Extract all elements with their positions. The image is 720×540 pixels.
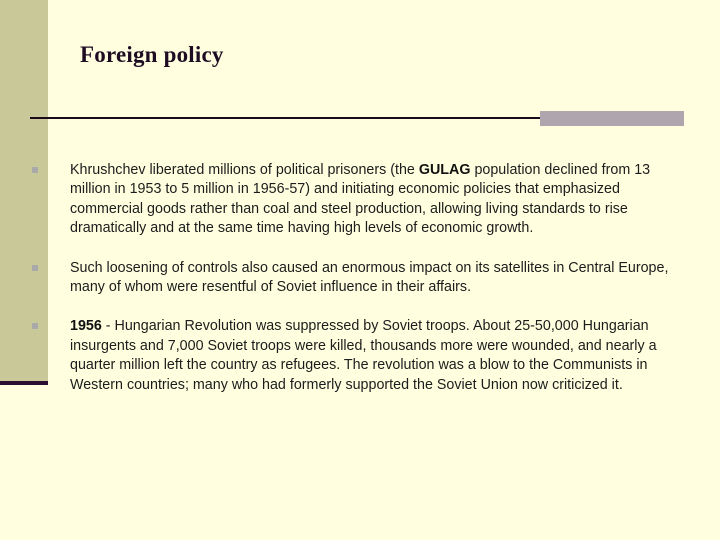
bullet-list — [30, 161, 690, 395]
slide-title: Foreign policy — [80, 42, 224, 67]
bullet-text-pre: Khrushchev liberated millions of political prisoners (the — [70, 162, 419, 178]
bullet-text-bold: GULAG — [418, 162, 471, 178]
bullet-text-post: population declined from 13 million in 1953 to 5 million in 1956-57) and initiating economic policies that emphasized commercial goods rather than coal and steel production, allowing living standards to rise dramatically and at the same time having high levels of economic growth. — [70, 162, 651, 237]
bullet-text-post: - Hungarian Revolution was suppressed by Soviet troops. About 25-50,000 Hungarian insurgents and 7,000 Soviet troops were killed, thousands more were wounded, and nearly a quarter million left the country as refugees. The revolution was a blow to the Communists in Western countries; many who had formerly supported the Soviet Union now criticized it. — [70, 318, 657, 393]
bullet-text-bold: 1956 — [70, 318, 102, 335]
title-divider-accent — [540, 111, 684, 126]
bullet-item-khrushchev — [30, 161, 690, 239]
square-bullet-icon — [32, 265, 38, 271]
bullet-item-loosening — [30, 259, 690, 298]
square-bullet-icon — [32, 323, 38, 329]
bullet-text-pre: Such loosening of controls also caused an enormous impact on its satellites in Central Europe, many of whom were resentful of Soviet influence in their affairs. — [70, 259, 669, 296]
bullet-item-hungary-1956 — [30, 317, 690, 395]
square-bullet-icon — [32, 167, 38, 173]
